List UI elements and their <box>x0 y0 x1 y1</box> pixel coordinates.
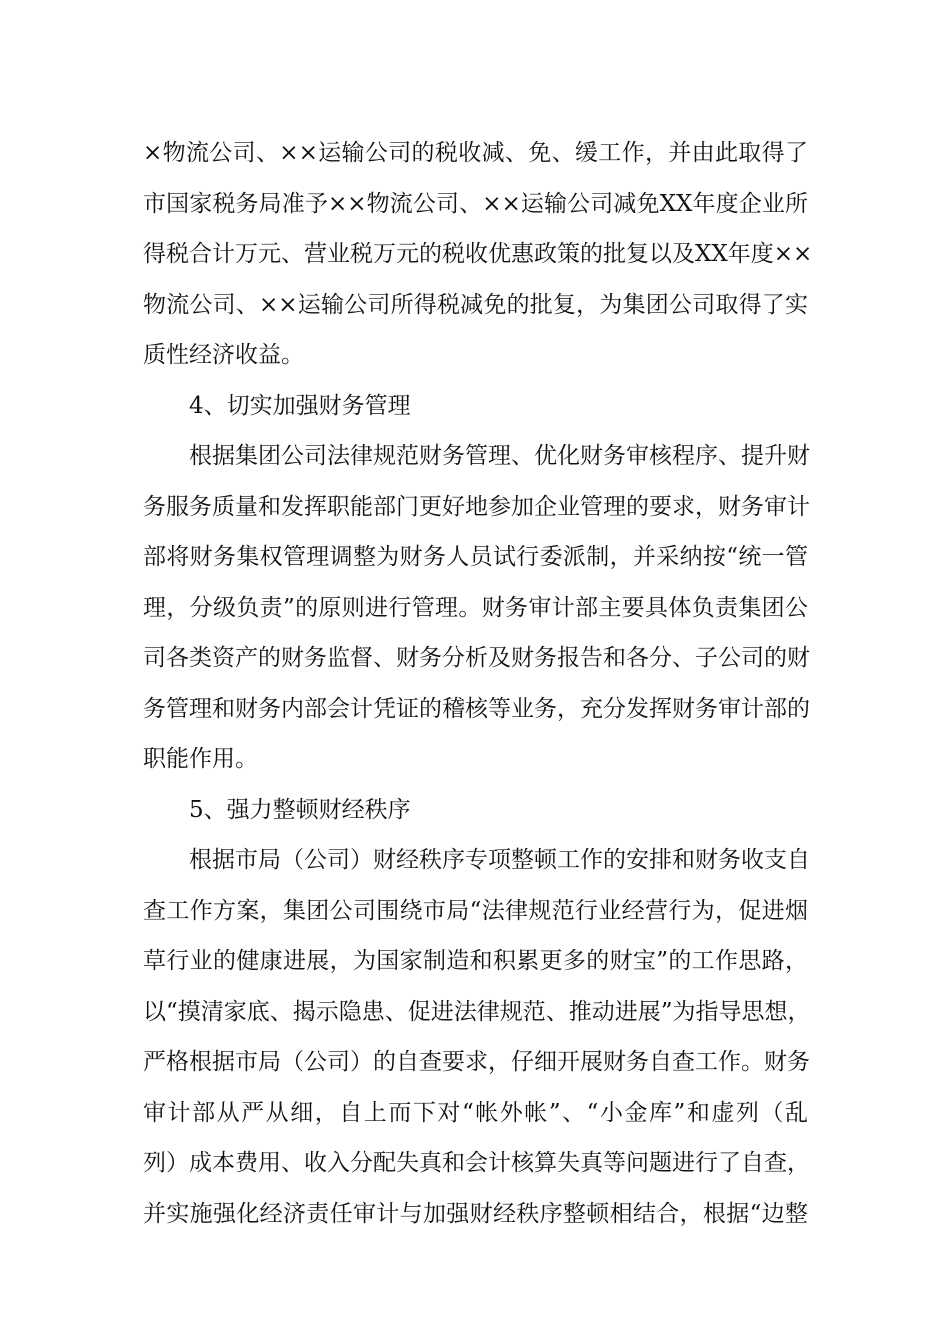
text-line: 部将财务集权管理调整为财务人员试行委派制，并采纳按“统一管 <box>143 544 808 570</box>
document-body <box>143 128 813 1239</box>
text-line: 市国家税务局准予××物流公司、××运输公司减免XX年度企业所 <box>143 190 808 217</box>
text-line: 质性经济收益。 <box>143 342 304 368</box>
text-line: 理，分级负责”的原则进行管理。财务审计部主要具体负责集团公 <box>143 594 808 621</box>
text-line: 职能作用。 <box>143 746 258 772</box>
text-line: 得税合计万元、营业税万元的税收优惠政策的批复以及XX年度×× <box>143 241 813 267</box>
text-line: ×物流公司、××运输公司的税收减、免、缓工作，并由此取得了 <box>143 140 808 166</box>
text-line: 根据市局（公司）财经秩序专项整顿工作的安排和财务收支自 <box>189 847 810 873</box>
text-line: 查工作方案，集团公司围绕市局“法律规范行业经营行为，促进烟 <box>143 897 808 924</box>
text-line: 根据集团公司法律规范财务管理、优化财务审核程序、提升财 <box>189 443 810 469</box>
text-line: 以“摸清家底、揭示隐患、促进法律规范、推动进展”为指导思想， <box>143 998 811 1025</box>
text-line: 并实施强化经济责任审计与加强财经秩序整顿相结合，根据“边整 <box>143 1200 808 1227</box>
text-line: 列）成本费用、收入分配失真和会计核算失真等问题进行了自查， <box>143 1150 810 1176</box>
text-line: 物流公司、××运输公司所得税减免的批复，为集团公司取得了实 <box>143 291 808 318</box>
text-line: 草行业的健康进展，为国家制造和积累更多的财宝”的工作思路， <box>143 948 808 974</box>
text-line: 严格根据市局（公司）的自查要求，仔细开展财务自查工作。财务 <box>143 1049 810 1075</box>
text-line: 审计部从严从细，自上而下对“帐外帐”、“小金库”和虚列（乱 <box>143 1099 808 1126</box>
text-line: 务服务质量和发挥职能部门更好地参加企业管理的要求，财务审计 <box>143 493 810 520</box>
text-line: 5、强力整顿财经秩序 <box>189 796 411 823</box>
text-line: 司各类资产的财务监督、财务分析及财务报告和各分、子公司的财 <box>143 645 810 671</box>
text-line: 4、切实加强财务管理 <box>189 392 411 419</box>
text-line: 务管理和财务内部会计凭证的稽核等业务，充分发挥财务审计部的 <box>143 695 810 722</box>
